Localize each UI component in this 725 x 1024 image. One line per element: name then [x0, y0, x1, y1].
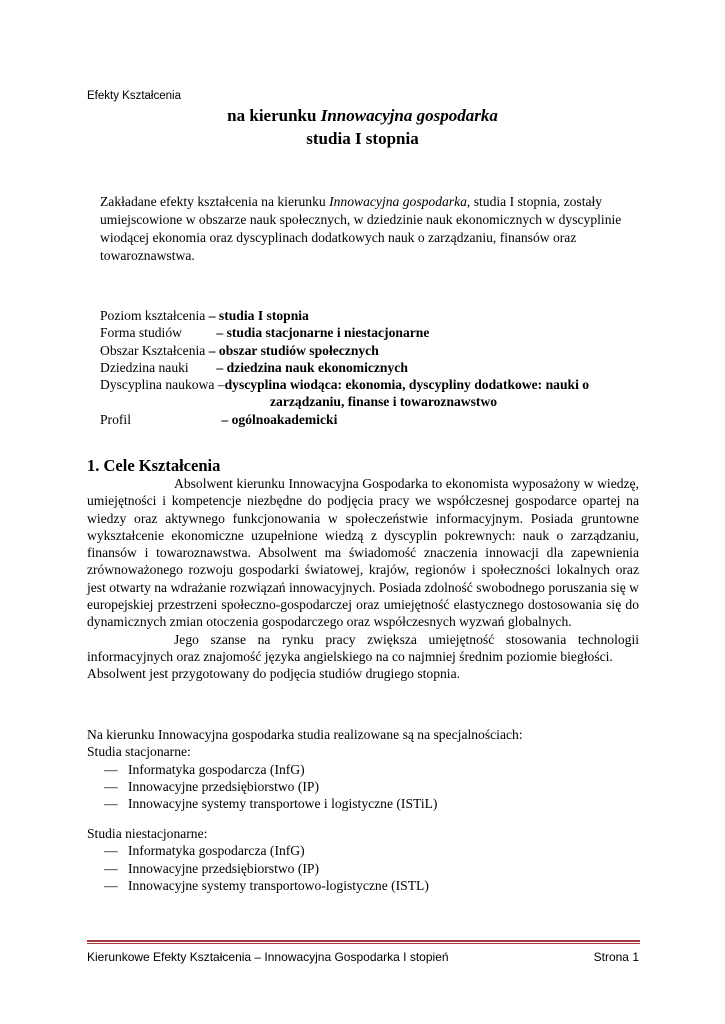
list-heading: Studia niestacjonarne: — [87, 826, 208, 841]
meta-row-forma — [100, 324, 645, 341]
meta-value: zarządzaniu, finanse i towaroznawstwo — [270, 394, 498, 410]
list-item-text: Innowacyjne przedsiębiorstwo (IP) — [128, 778, 320, 794]
list-item — [87, 761, 523, 778]
meta-value: – dziedzina nauk ekonomicznych — [216, 359, 408, 375]
program-meta — [100, 307, 645, 428]
footer-rule-thin — [87, 943, 640, 944]
meta-value: – studia stacjonarne i niestacjonarne — [216, 325, 430, 341]
meta-value: dyscyplina wiodąca: ekonomia, dyscypliny dodatkowe: nauki o — [224, 377, 590, 393]
list-item-text: Innowacyjne systemy transportowo-logistyczne (ISTL) — [128, 877, 429, 893]
meta-label: Profil — [100, 411, 131, 427]
list-item — [87, 877, 429, 894]
page-number: Strona 1 — [593, 950, 639, 964]
meta-row-dziedzina — [100, 359, 645, 376]
intro-part1: Zakładane efekty kształcenia na kierunku — [100, 194, 330, 209]
intro-paragraph — [100, 193, 640, 265]
meta-value: – ogólnoakademicki — [221, 411, 338, 427]
page-title — [0, 106, 725, 126]
dash-bullet: — — [104, 860, 118, 876]
footer-rule — [87, 940, 640, 942]
meta-label: Poziom kształcenia — [100, 308, 206, 323]
meta-label: Forma studiów — [100, 325, 182, 341]
niestacjonarne-block — [87, 825, 429, 894]
meta-row-profil — [100, 411, 645, 428]
list-item — [87, 860, 429, 877]
list-item-text: Informatyka gospodarcza (InfG) — [128, 761, 305, 777]
list-item-text: Innowacyjne przedsiębiorstwo (IP) — [128, 860, 320, 876]
intro-italic: Innowacyjna gospodarka — [329, 194, 467, 209]
section-heading: 1. Cele Kształcenia — [87, 456, 221, 475]
paragraph: Jego szanse na rynku pracy zwiększa umiejętność stosowania technologii informacyjnych oraz znajomość języka angielskiego na co najmniej średnim poziomie biegłości. — [87, 631, 639, 664]
section-body — [87, 475, 639, 683]
meta-row-obszar — [100, 342, 645, 359]
dash-bullet: — — [104, 778, 118, 794]
paragraph: Absolwent kierunku Innowacyjna Gospodarka to ekonomista wyposażony w wiedzę, umiejętności i kompetencje niezbędne do podjęcia pracy we współczesnej gospodarce opartej na wiedzy oraz aktywnego funkcjonowania w społeczeństwie informacyjnym. Posiada gruntowne wykształcenie ekonomiczne uzupełnione wiedzą z dyscyplin pokrewnych: nauk o zarządzaniu, finansów i towaroznawstwa. Absolwent ma świadomość znaczenia innowacji dla zapewnienia zrównoważonego rozwoju gospodarki światowej, krajów, regionów i społeczności lokalnych oraz jest otwarty na wdrażanie rozwiązań innowacyjnych. Posiada zdolność swobodnego poruszania się w europejskiej przestrzeni społeczno-gospodarczej oraz umiejętność elastycznego dostosowania się do dynamicznych zmian otoczenia gospodarczego oraz współczesnych wyzwań globalnych. — [87, 476, 639, 630]
dash-bullet: — — [104, 843, 118, 859]
dash-bullet: — — [104, 761, 118, 777]
paragraph: Na kierunku Innowacyjna gospodarka studia realizowane są na specjalnościach: — [87, 727, 523, 742]
footer-title: Kierunkowe Efekty Kształcenia – Innowacyjna Gospodarka I stopień — [87, 950, 449, 964]
list-item — [87, 778, 523, 795]
list-item — [87, 795, 523, 812]
meta-label: Dyscyplina naukowa – — [100, 377, 225, 393]
list-heading: Studia stacjonarne: — [87, 744, 191, 760]
title-prefix: na kierunku — [227, 106, 321, 125]
paragraph: Absolwent jest przygotowany do podjęcia studiów drugiego stopnia. — [87, 666, 461, 682]
intro-part2: , studia I stopnia, zostały umiejscowione w obszarze nauk społecznych, w dziedzinie nauk ekonomicznych w dyscyplinie wiodącej ekonomia oraz dyscyplinach dodatkowych nauk o zarządzaniu, finansów oraz towaroznawstwa. — [100, 194, 622, 263]
meta-row-dyscyplina-cont — [100, 393, 645, 410]
meta-value: – obszar studiów społecznych — [208, 342, 379, 358]
dash-bullet: — — [104, 796, 118, 812]
meta-row-poziom — [100, 307, 645, 324]
list-item — [87, 842, 429, 859]
meta-label: Obszar Kształcenia — [100, 342, 206, 358]
list-item-text: Innowacyjne systemy transportowe i logistyczne (ISTiL) — [128, 796, 438, 812]
title-italic: Innowacyjna gospodarka — [320, 106, 498, 125]
specializations-intro — [87, 726, 523, 812]
list-item-text: Informatyka gospodarcza (InfG) — [128, 843, 305, 859]
dash-bullet: — — [104, 877, 118, 893]
page-subtitle: studia I stopnia — [306, 129, 419, 148]
meta-value: – studia I stopnia — [208, 308, 309, 323]
meta-label: Dziedzina nauki — [100, 359, 189, 375]
meta-row-dyscyplina — [100, 376, 645, 393]
header-label: Efekty Kształcenia — [87, 90, 181, 102]
